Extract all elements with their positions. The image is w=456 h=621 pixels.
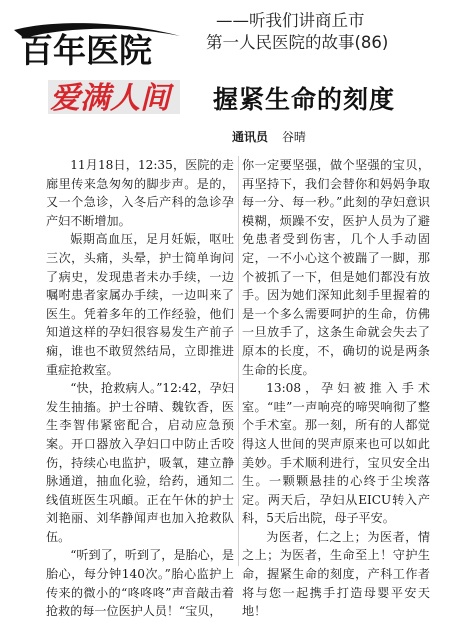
byline (232, 128, 306, 145)
hospital-centennial-logo (10, 22, 185, 118)
subtitle-line1: ——听我们讲商丘市 (216, 11, 365, 30)
paragraph: 13:08，孕妇被推入手术室。“哇”一声响亮的啼哭响彻了整个手术室。那一刻，所有的人都觉得这人世间的哭声原来也可以如此美妙。手术顺利进行，宝贝安全出生。一颗颗悬挂的心终于尘埃落定。两天后，孕妇从EICU转入产科，5天后出院，母子平安。 (242, 381, 430, 526)
paragraph: 为医者，仁之上；为医者，情之上；为医者，生命至上！守护生命，握紧生命的刻度，产科工作者将与您一起携手打造母婴平安天地！ (242, 529, 430, 619)
byline-name: 谷晴 (281, 130, 306, 144)
headline: 握紧生命的刻度 (213, 85, 396, 114)
paragraph: 11月18日，12:35，医院的走廊里传来急匆匆的脚步声。是的，又一个急诊，入冬后产科的急诊孕产妇不断增加。 (46, 158, 234, 228)
article-subtitle (206, 10, 388, 54)
logo-line2: 爱满人间 (50, 81, 170, 116)
article-column-2 (242, 156, 430, 621)
logo-line1: 百年医院 (20, 31, 152, 70)
paragraph: “快，抢救病人。”12:42，孕妇发生抽搐。护士谷晴、魏钦香，医生李智伟紧密配合，启动应急预案。开口器放入孕妇口中防止舌咬伤，持续心电监护，吸氧，建立静脉通道，抽血化验，给药，通知二线值班医生巩頔。正在午休的护士刘艳丽、刘华静闻声也加入抢救队伍。 (46, 381, 234, 544)
subtitle-line2: 第一人民医院的故事(86) (206, 33, 389, 52)
article-header (0, 0, 456, 152)
paragraph-continued: 你一定要坚强，做个坚强的宝贝，再坚持下，我们会替你和妈妈争取每一分、每一秒。”此刻的孕妇意识模糊，烦躁不安，医护人员为了避免患者受到伤害，几个人手动固定，一不小心这个被踹了一脚，那个被抓了一下，但是她们都没有放手。因为她们深知此刻手里握着的是一个多么需要呵护的生命，仿佛一旦放手了，这条生命就会失去了原本的长度，不，确切的说是两条生命的长度。 (242, 158, 430, 377)
paragraph: “听到了，听到了，是胎心，是胎心，每分钟140次。”胎心监护上传来的微小的“咚咚咚”声音敲击着抢救的每一位医护人员！“宝贝， (46, 548, 234, 619)
paragraph: 娠期高血压，足月妊娠，呕吐三次，头痛，头晕，护士简单询问了病史，发现患者未办手续，一边嘱咐患者家属办手续，一边叫来了医生。凭着多年的工作经验，他们知道这样的孕妇很容易发生产前子痫，谁也不敢贸然结局，立即推进重症抢救室。 (46, 232, 234, 377)
article-column-1 (46, 156, 234, 621)
column-divider (238, 156, 239, 566)
byline-role: 通讯员 (232, 130, 269, 144)
